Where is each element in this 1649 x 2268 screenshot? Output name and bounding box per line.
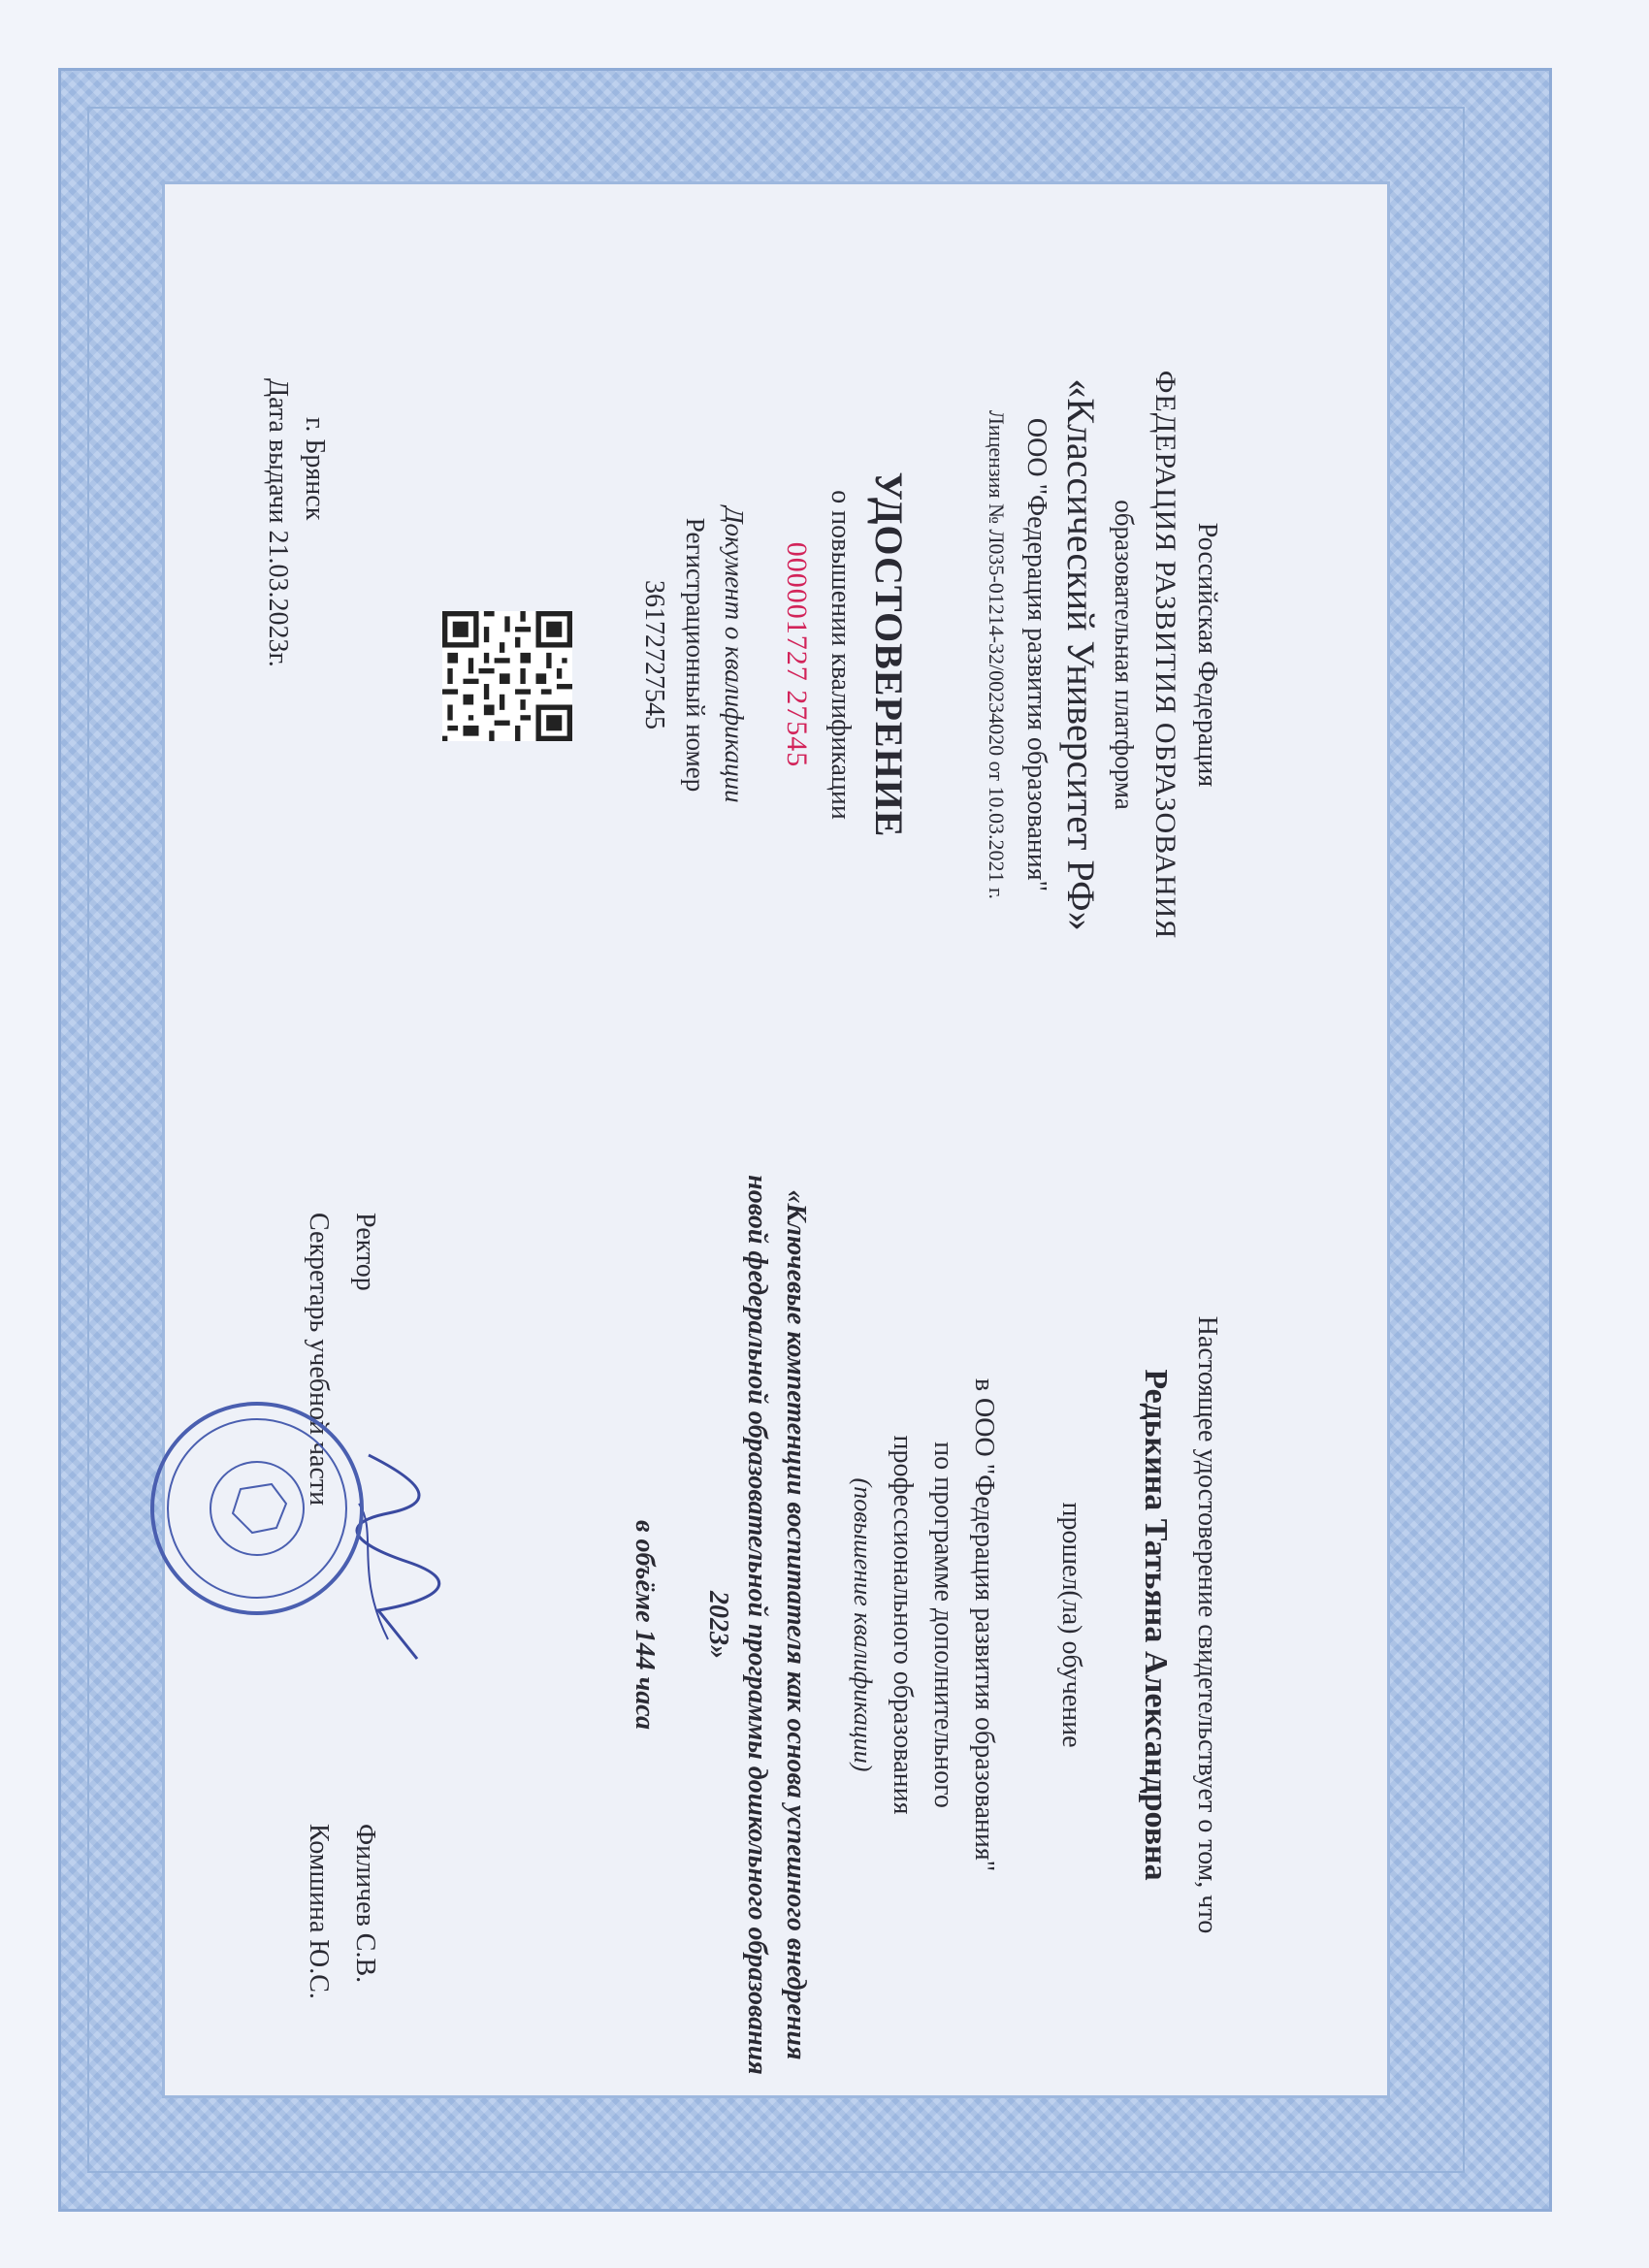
issue-date: Дата выдачи 21.03.2023г.: [263, 378, 293, 667]
passed-training: прошел(ла) обучение: [1056, 1502, 1086, 1748]
holder-name: Редькина Татьяна Александровна: [1138, 1369, 1174, 1881]
program-line-1: по программе дополнительного: [928, 1442, 958, 1808]
program-type: (повышение квалификации): [849, 1477, 877, 1772]
training-organization: в ООО "Федерация развития образования": [969, 1377, 999, 1872]
stamp-icon: [146, 1397, 369, 1620]
certificate-number: 000001727 27545: [781, 541, 813, 768]
course-hours: в объёме 144 часа: [630, 1520, 660, 1730]
left-panel: [165, 184, 1242, 1125]
issue-city: г. Брянск: [300, 417, 330, 521]
qr-code-icon: [442, 611, 572, 741]
certificate-title: УДОСТОВЕРЕНИЕ: [867, 471, 911, 838]
secretary-label: Секретарь учебной части: [304, 1213, 334, 1507]
organization: ООО "Федерация развития образования": [1021, 417, 1051, 892]
document-label: Документ о квалификации: [720, 506, 749, 803]
certificate-content: [165, 184, 1242, 2095]
rector-name: Филичев С.В.: [350, 1824, 380, 1984]
course-title: «Ключевые компетенции воспитателя как основа успешного внедрения новой федеральной образовательной программы дошкольного образования 2023»: [703, 1175, 811, 2075]
federation: ФЕДЕРАЦИЯ РАЗВИТИЯ ОБРАЗОВАНИЯ: [1149, 370, 1181, 940]
secretary-name: Комшина Ю.С.: [304, 1824, 334, 1999]
registration-label: Регистрационный номер: [681, 517, 710, 793]
country: Российская Федерация: [1192, 522, 1222, 788]
university: «Классический Университет РФ»: [1059, 378, 1103, 931]
statement: Настоящее удостоверение свидетельствует о том, что: [1192, 1315, 1222, 1934]
rector-label: Ректор: [350, 1213, 380, 1291]
certificate-subtitle: о повышении квалификации: [825, 490, 856, 820]
registration-number: 36172727545: [639, 580, 669, 729]
right-panel: [165, 1154, 1242, 2095]
platform: образовательная платформа: [1110, 500, 1139, 810]
program-line-2: профессионального образования: [888, 1435, 918, 1815]
license: Лицензия № Л035-01214-32/00234020 от 10.03.2021 г.: [985, 409, 1009, 900]
